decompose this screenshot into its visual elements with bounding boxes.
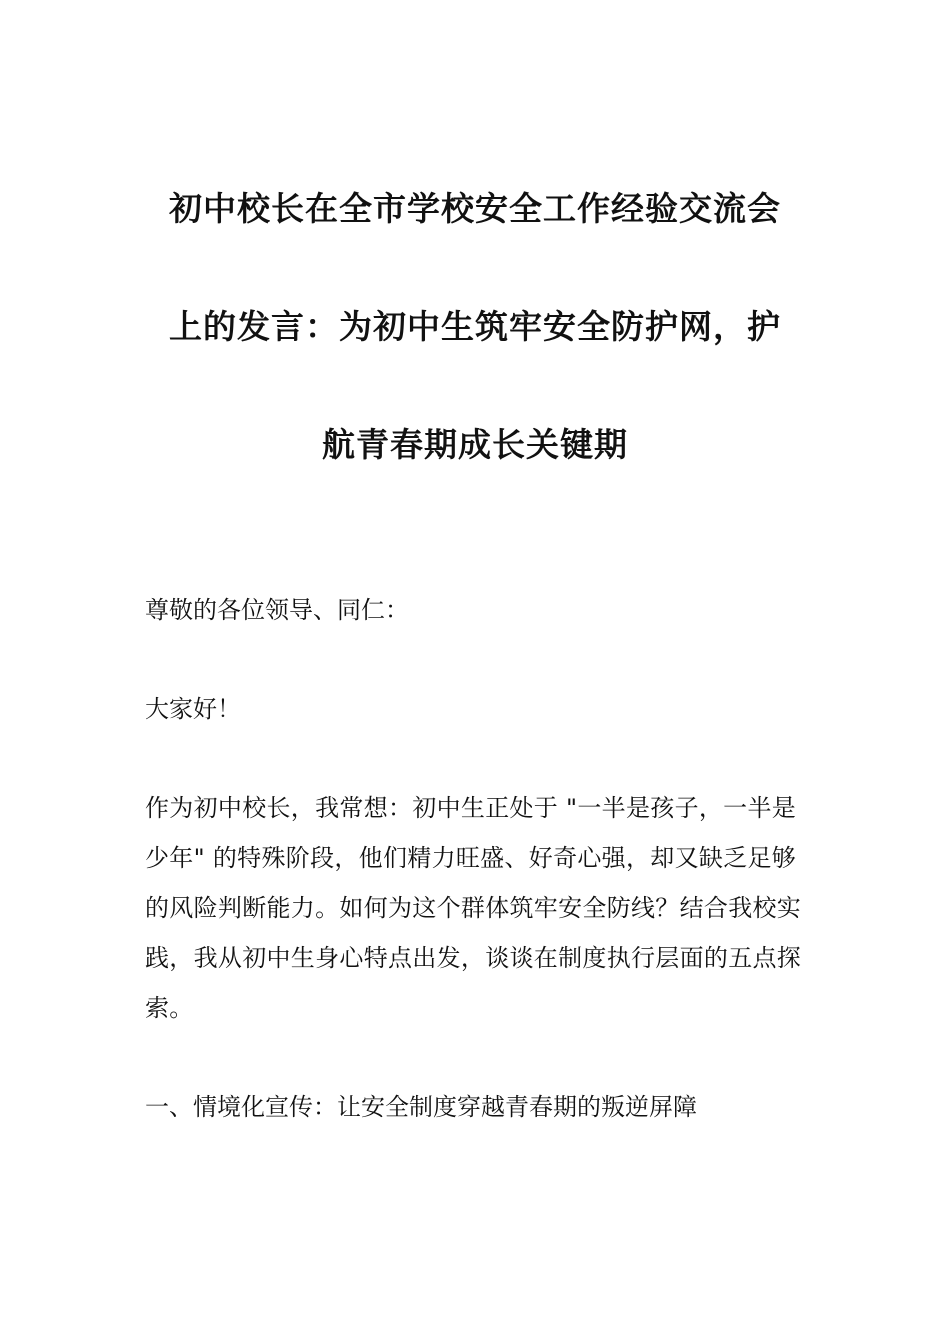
title-line-3: 航青春期成长关键期 — [322, 425, 628, 464]
greeting: 大家好！ — [145, 695, 241, 723]
title-line-1: 初中校长在全市学校安全工作经验交流会 — [169, 189, 781, 228]
salutation: 尊敬的各位领导、同仁： — [145, 596, 409, 624]
intro-paragraph: 作为初中校长，我常想：初中生正处于 "一半是孩子，一半是少年" 的特殊阶段，他们精力旺盛、好奇心强，却又缺乏足够的风险判断能力。如何为这个群体筑牢安全防线？结合我校实践，我从初中生身心特点出发，谈谈在制度执行层面的五点探索。 — [145, 794, 802, 1022]
document-title — [145, 150, 805, 504]
section-heading-1: 一、情境化宣传：让安全制度穿越青春期的叛逆屏障 — [145, 1093, 697, 1121]
title-line-2: 上的发言：为初中生筑牢安全防护网，护 — [169, 307, 781, 346]
